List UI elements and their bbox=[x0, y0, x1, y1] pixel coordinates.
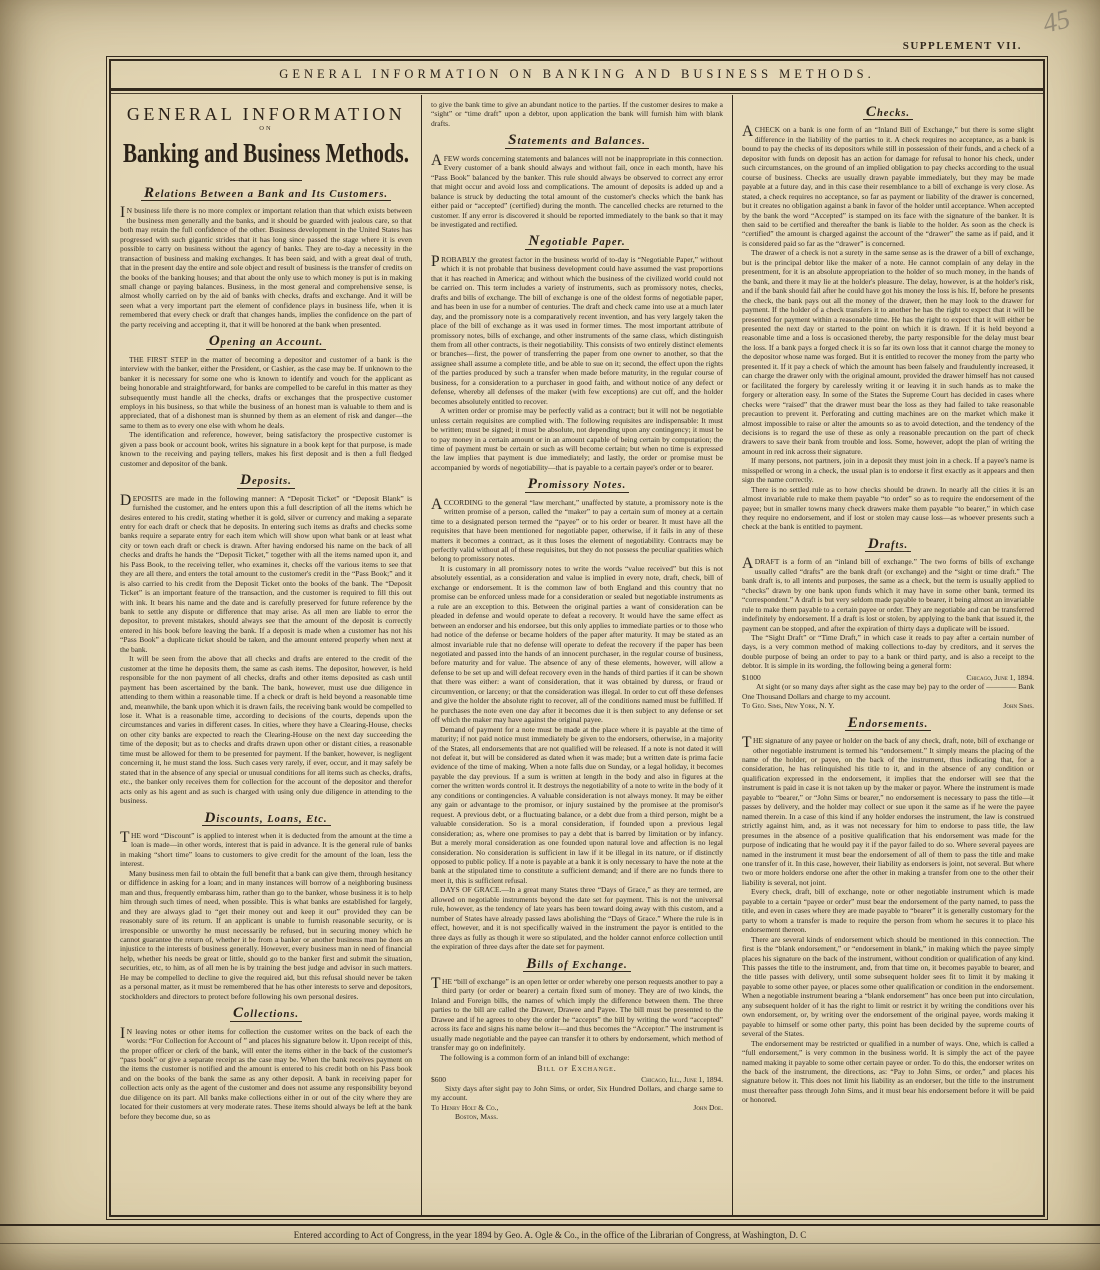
form-addressee: To Henry Holt & Co., Boston, Mass. bbox=[431, 1102, 499, 1122]
dropcap: I bbox=[120, 204, 126, 222]
dropcap: A bbox=[431, 151, 443, 169]
section-heading: Bills of Exchange. bbox=[523, 960, 630, 972]
section-heading: Endorsements. bbox=[845, 719, 931, 731]
form-signature: John Doe. bbox=[693, 1102, 723, 1112]
paragraph: THE signature of any payee or holder on the back of any check, draft, note, bill of exchange or other negotiable instrument is termed his “endorsement.” It simply means the placing of the name of the holder, or payee, on the back of the instrument, thus indicating that, for a consideration, he has relinquished his title to it, and in the absence of any condition or qualification expressed in the endorsement, it implies that the endorser will see that the instrument is paid in case it is not taken up by the maker or payor. Where the instrument is made payable to “bearer,” or “John Sims or bearer,” no endorsement is necessary to pass the title—it passes by delivery, and the holder may collect or sue upon it the same as if he were the payee named therein. In a case of this kind if any holder endorses the instrument, the law is construed strictly against him, and, as it was not necessary for him to endorse to pass title, the law presumes in the absence of a positive qualification that his endorsement was made for the purpose of indicating that he would pay it if the payor failed to do so. Where several payees are named in the instrument it must bear the endorsement of all of them to pass the title and make one transfer of it. In this case, however, their liability as endorsers is joint, not several. But where two or more holders endorse one after the other in making a transfer from one to the other their liability is several, not joint. bbox=[742, 734, 1034, 887]
column-2 bbox=[422, 95, 733, 1215]
paragraph: Many business men fail to obtain the full benefit that a bank can give them, through hesitancy or diffidence in asking for a loan; and in many instances will borrow of a neighboring business man and thus, frequently embarass him, rather than go to the banker, whose business it is to help him through such times of need, when possible. This is what banks are established for largely, and they are always glad to “get their money out and keep it out” provided they can be reasonably sure of its return. If an applicant is unable to furnish reasonable security, or is irresponsible or unworthy he must necessarily be refused, but in securing money which he cannot guarantee the return of, whether it be from a banker or another business man he does an injustice to the interests of business generally. However, every business man in need of financial help, whether his needs be great or little, should go to the banker first and submit the situation, securities, etc, to him, as of all men he is by training the best judge and advisor in such matters. He may be compelled to decline to give the required aid, but this refusal should never be taken as a personal matter, as it must be remembered that he has other interests to serve and depositors, stockholders and directors to protect before following his own personal desires. bbox=[120, 868, 412, 1001]
page-header-title: GENERAL INFORMATION ON BANKING AND BUSINESS METHODS. bbox=[111, 61, 1043, 89]
section-heading: Checks. bbox=[863, 108, 913, 120]
paragraph: I N leaving notes or other items for collection the customer writes on the back of each the words: “For Collection for Account of ” and places his signature below it. Upon receipt of this, the proper officer or clerk of the bank, will enter the items either in the back of the customer's “pass book” or give a separate receipt as the case may be. When the bank receives payment on the items the customer is notified and the amount is entered to his credit both on his Pass book and on the books of the bank the same as any other deposit. A bank in receiving paper for collection acts only as the agent of the customer and does not assume any responsibility beyond due diligence on its part. All banks make collections either in or out of the city where they are located for their customers at very moderate rates. These items should always be left at the bank before they become due, so as bbox=[120, 1024, 412, 1121]
paragraph: The drawer of a check is not a surety in the same sense as is the drawer of a bill of exchange, but is the principal debtor like the maker of a note. He cannot complain of any delay in the presentment, for it is an absolute appropriation to the holder of so much money, in the hands of the bank, and there it may lie at the holder's pleasure. The delay, however, is at the holder's risk, and if the bank should fail after he could have got his money the loss is his. If, before he presents the check, the bank pays out all the money of the drawer, then he may look to the drawer for payment. If the holder of a check transfers it to another he has the right to expect that it will be presented for payment within a reasonable time. He has the right to expect that it will either be presented the next day or started to the point on which it is drawn. If it is held beyond a reasonable time and a loss is occasioned thereby, the party responsible for the delay must bear the loss. If a bank pays a forged check it is so far its own loss that it cannot charge the money to the depositor whose name was forged. But it is entitled to recover the money from the party who presented it. If it pay a check of which the amount has been falsely and fraudulently increased, it can charge the drawer only with the original amount, provided the drawer himself has not caused or facilitated the forgery by carelessly writing it or leaving it in such hands as to make the forgery or alteration easy. In some of the States the Supreme Court has decided in cases where checks were “raised” that the drawer must bear the loss as they had failed to take reasonable precaution to prevent it. Perforating and cutting machines are on the market which make it almost impossible to raise or alter the amounts so as to avoid detection, and the tendency of the decisions is to regard the use of these as only a reasonable precaution on the part of check drawers to save their bank from trouble and loss. Some, however, adopt the plan of writing the amount in red ink across their signature. bbox=[742, 248, 1034, 456]
masthead bbox=[120, 104, 412, 181]
bill-of-exchange-specimen bbox=[431, 1064, 723, 1122]
paragraph: to give the bank time to give an abundant notice to the parties. If the customer desires to make a “sight” or “time draft” upon a debtor, upon application the bank will furnish him with blank drafts. bbox=[431, 100, 723, 128]
masthead-line-1: GENERAL INFORMATION bbox=[126, 104, 406, 124]
form-footer-row bbox=[742, 701, 1034, 710]
masthead-rule bbox=[230, 180, 302, 181]
paragraph: A FEW words concerning statements and balances will not be inappropriate in this connection. Every customer of a bank should always and without fail, once in each month, have his “Pass Book” balanced by the banker. This rule should always be observed to correct any error that might occur and avoid loss and complications. The amount of deposits is added up and a balance is struck by deducting the total amount of the customer's checks which the bank has either paid or “accepted” (certified) during the month. The cancelled checks are returned to the customer. If any error is discovered it should be reported immediately to the bank so that it may be investigated and rectified. bbox=[431, 151, 723, 229]
section-heading: Promissory Notes. bbox=[525, 480, 630, 492]
form-amount: $600 bbox=[431, 1074, 446, 1084]
form-signature: John Sims. bbox=[1003, 701, 1034, 711]
form-place-date: Chicago, Ill., June 1, 1894. bbox=[641, 1074, 723, 1084]
page-frame bbox=[106, 56, 1048, 1220]
paragraph: DEPOSITS are made in the following manner: A “Deposit Ticket” or “Deposit Blank” is furnished the customer, and he enters upon this a full description of all the items which he desires entered to his credit, stating whether it is gold, silver or currency and making a separate entry for each draft or check that he deposits. In entering such items as drafts and checks some banks require a separate entry for each item which will show upon what bank or at least what city or town each draft or check is drawn. After having endorsed his name on the back of all checks and drafts he hands the “Deposit Ticket,” together with all the items named upon it, and his Pass Book, to the receiving teller, who examines it, checks off the various items to see that they are all there, and enters the total amount to the customer's credit in the “Pass Book;” and it is also carried to his credit from the Deposit Ticket onto the books of the bank. The “Deposit Ticket” is an important feature of the transaction, and the customer is required to fill this out with ink. It bears his name and the date and is carefully preserved for future reference by the bank to settle any dispute or difference that may arise. As all men are liable to error the depositor, to prevent mistakes, should always see that the amount of the deposit is correctly entered in his book before leaving the bank. If a deposit is made when a customer has not his “Pass Book” a duplicate ticket should be taken, and the amount entered properly when next at the bank. bbox=[120, 491, 412, 654]
paragraph: DAYS OF GRACE.—In a great many States three “Days of Grace,” as they are termed, are allowed on negotiable instruments beyond the date set for payment. This is not the universal rule, however, as the tendency of late years has been toward doing away with this custom, and a number of States have already passed laws abolishing the “Days of Grace.” Where the rule is in effect, however, and it is not specifically waived in the instrument the payor is entitled to the three days as fully as though it were so stipulated, and the holder cannot enforce collection until the expiration of three days after the date set for payment. bbox=[431, 885, 723, 952]
paragraph: If many persons, not partners, join in a deposit they must join in a check. If a payee's name is misspelled or wrong in a check, the usual plan is to endorse it first exactly as it appears and then sign the name correctly. bbox=[742, 456, 1034, 485]
column-1 bbox=[111, 95, 422, 1215]
form-header-row bbox=[431, 1075, 723, 1084]
form-place-date: Chicago, June 1, 1894. bbox=[966, 672, 1034, 682]
dropcap: D bbox=[120, 491, 132, 509]
paragraph: The following is a common form of an inland bill of exchange: bbox=[440, 1052, 630, 1062]
paragraph: A DRAFT is a form of an “inland bill of exchange.” The two forms of bills of exchange usually called “drafts” are the bank draft (or exchange) and the “sight or time draft.” The bank draft is, to all intents and purposes, the same as a check, but the term is usually applied to “checks” drawn by one bank upon funds which it may have in some other bank, termed its “correspondent.” A draft is but very seldom made payable to bearer, it being almost an invariable rule to make them payable to a certain payee or order. They are negotiable and can be transferred indefinitely by endorsement. If a draft is lost or stolen, by applying to the bank that issued it, the payment can be stopped, and after the expiration of thirty days a duplicate will be issued. bbox=[742, 555, 1034, 633]
paragraph: ACCORDING to the general “law merchant,” unaffected by statute, a promissory note is the written promise of a person, called the “maker” to pay a certain sum of money at a certain time to a designated person termed the “payee” or to his order or bearer. It must have all the requisites that have been mentioned for negotiable paper, otherwise, if it fails in any of these matters it becomes a contract, as it thus loses the element of negotiability. Contracts may be perfectly valid without all of these requisites, but they do not possess the peculiar qualities which belong to promissory notes. bbox=[431, 495, 723, 564]
form-addressee: To Geo. Sims, New York, N. Y. bbox=[742, 701, 835, 711]
paragraph: THE FIRST STEP in the matter of becoming a depositor and customer of a bank is the interview with the banker, either the President, or Cashier, as the case may be. If unknown to the banker it is necessary for some one who is known to identify and vouch for the applicant as being honorable and straightforward, for banks are compelled to be careful in this matter as they subsequently must handle all the checks, drafts or exchanges that the prospective customer employs in his business, so that while the business of an honest man is valuable to them and is appreciated, that of a dishonest man is shunned by them as an element of risk and danger—the same to them as to every one else with whom he deals. bbox=[120, 354, 412, 430]
paragraph: PROBABLY the greatest factor in the business world of to-day is “Negotiable Paper,” without which it is not probable that business development could have assumed the vast proportions that it has reached in America; and without which the business of the civilized world could not be carried on. This term includes a variety of instruments, such as promissory notes, checks, drafts and bills of exchange. The bill of exchange is one of the oldest forms of negotiable paper, and has been in use for a number of centuries. The draft and check came into use at a much later day, and the promissory note is a comparatively recent invention, and has very largely taken the place of the bill of exchange as it was used in former times. The most important attribute of promissory notes, bills of exchange, and other instruments of the same class, which distinguish them from all other contracts, is their negotiability. This consists of two entirely distinct elements or branches—first, the power of transferring the paper from one owner to another, so that the assignee shall assume a complete title, and be able to sue on it; second, the effect upon the rights of the parties produced by such a transfer when made before maturity, in the regular course of business, for a consideration to a purchaser in good faith, and without notice of any defect or defense, whereby all defenses of the maker (with few exceptions) are cut off, and the holder becomes absolutely entitled to recover. bbox=[431, 252, 723, 406]
section-heading: Statements and Balances. bbox=[505, 136, 649, 148]
section-heading: Collections. bbox=[230, 1009, 302, 1021]
form-footer-row bbox=[431, 1103, 723, 1122]
paragraph: The endorsement may be restricted or qualified in a number of ways. One, which is called a “full endorsement,” is very common in the business world. It is simply the act of the payee named making it payable to some other certain payee or order. To do this, the endorser writes on the back of the instrument, the directions, as: “Pay to John Sims, or order,” and places his signature below it. This does not limit his liability as an endorser, but the title to the instrument must thereafter pass through John Sims, and it must bear his endorsement before it will be paid or honored. bbox=[742, 1038, 1034, 1105]
paragraph: A CHECK on a bank is one form of an “Inland Bill of Exchange,” but there is some slight difference in the liability of the parties to it. A check requires no acceptance, as a bank is bound to pay the checks of its depositors while still in possession of their funds, and a check of a depositor with funds on deposit has an action for damage for refusal to honor his check, under such circumstances, on the ground of an implied obligation to pay checks according to the usual course of business. Checks are usually drawn payable immediately, but they may be made payable at a future day, and in this case their resemblance to a bill of exchange is very close. As stated, a check requires no acceptance, so far as payment or liability of the drawer is concerned, but it creates no obligation against a bank in favor of the holder until acceptance. When accepted by the bank the word “Accepted” is stamped on its face with the signature of the banker. It is then said to be certified and thereafter the bank is liable to the holder. As soon as the check is “certified” the amount is charged against the account of the “drawer” the same as if paid, and it is considered paid so far as the “drawer” is concerned. bbox=[742, 123, 1034, 248]
section-heading: Relations Between a Bank and Its Customers. bbox=[141, 189, 391, 201]
dropcap: T bbox=[120, 829, 130, 846]
form-title: Bill of Exchange. bbox=[537, 1064, 617, 1074]
dropcap: A bbox=[742, 123, 754, 141]
paragraph: A written order or promise may be perfectly valid as a contract; but it will not be negotiable unless certain requisites are complied with. The following requisites are indispensable: It must be written; must be signed; it must be absolute, not depending upon any contingency; it must be to pay money in a certain amount or in an amount capable of being certain by computation; the time of payment must be certain or such as will become certain; but when no time is expressed the law implies that payment is due immediately; and lastly, the order or promise must be accompanied by words of negotiability—that is payable to a certain payee's order or to bearer. bbox=[431, 406, 723, 472]
paragraph: There are several kinds of endorsement which should be mentioned in this connection. The first is the “blank endorsement,” or “endorsement in blank,” in making which the payee simply places his signature on the back of the instrument, without condition or qualification of any kind. This passes the title to the instrument, and, from that time on, it becomes payable to bearer, and the title passes with delivery, until some subsequent holder sees fit to limit it by making it payable to some other payee, or places some other qualification or condition in the endorsement. When a negotiable instrument bearing a “blank endorsement” has once been put into circulation, any subsequent holder of it has the right to limit or restrict it by writing the conditions over his own endorsement, or, by writing over the endorsement of the original payee, words making it payable to himself or some other party, this point has been decided by the supreme courts of several of the States. bbox=[742, 934, 1034, 1039]
paragraph: It will be seen from the above that all checks and drafts are entered to the credit of the customer at the time he deposits them, the same as cash items. The depositor, however, is held responsible for the non payment of all checks, drafts and other items deposited as cash until payment has been ascertained by the bank. The bank, however, must use due diligence in attending to them within a reasonable time. If a check or draft is held beyond a reasonable time and, meanwhile, the bank upon which it is drawn fails, the receiving bank would be compelled to lose it. What is a reasonable time, according to decisions of the courts, depends upon the circumstances and varies in different cases. In cities, where they have a Clearing-House, checks on other city banks are expected to reach the Clearing-House on the next day succeeding the time of the deposit; but as to checks and drafts drawn upon other or distant cities, a reasonable time must be allowed for them to be presented for payment. If the banker, however, is negligent concerning it, he must stand the loss. Such cases very rarely, if ever, occur, and it may safely be stated that in the absence of any special or unusual conditions for all items such as checks, drafts, etc., the banker only receives them for collection for the account of the depositor and therefor acts only as his agent and as such is charged with using only due diligence in attending to the business. bbox=[120, 654, 412, 806]
header-rule bbox=[111, 89, 1043, 94]
paragraph: THE “bill of exchange” is an open letter or order whereby one person requests another to pay a third party (or order or bearer) a certain fixed sum of money. They are of two kinds, the Inland and Foreign bills, the names of which imply the difference between them. The three parties to the bill are called the Drawer, Drawee and Payee. The bill must be presented to the Drawee and if he agrees to obey the order he “accepts” the bill by writing the word “accepted” across its face and signs his name below it—and thus becomes the “Acceptor.” The instrument is usually made negotiable and the payee can transfer it to others by endorsement, which method of transfer may go on indefinitely. bbox=[431, 974, 723, 1053]
masthead-line-3: Banking and Business Methods. bbox=[123, 137, 409, 169]
form-body: At sight (or so many days after sight as the case may be) pay to the order of ———— Bank One Thousand Dollars and charge to my account. bbox=[742, 682, 1034, 701]
paragraph: I N business life there is no more complex or important relation than that which exists between the business men generally and the banks, and it should be guarded with jealous care, so that both may retain the full confidence of the other. Business development in the United States has progressed with such gigantic strides that it has long since passed the stage where it is even possible to carry on business without the agency of banks. They are to-day a necessity in the transaction of business and making exchanges. It has been said, and with a great deal of truth, that in the present day the entire and sole object and result of business is the transfer of credits on the books of the banking houses; and that about the only use to which money is put is in making small change or paying balances. Business, in the most general and comprehensive sense, is almost wholly carried on by the aid of banks with checks, drafts and exchange. And it will be seen what a very important part the element of confidence plays in business life, when it is remembered that every check or draft that changes hands, implies the confidence on the part of the party receiving and accepting it, that it will be honored at the bank when presented. bbox=[120, 204, 412, 329]
section-heading: Discounts, Loans, Etc. bbox=[202, 814, 331, 826]
dropcap: A bbox=[431, 495, 443, 513]
handwritten-page-number: 45 bbox=[1039, 3, 1074, 39]
form-amount: $1000 bbox=[742, 672, 761, 682]
page-frame-inner bbox=[109, 59, 1045, 1217]
paragraph: It is customary in all promissory notes to write the words “value received” but this is not absolutely essential, as a consideration and value is implied in every note, draft, check, bill of exchange or endorsement. It is the common law of both England and this country that no promise can be enforced unless made for a consideration or sealed but negotiable instruments as a rule are an exception to this. Between the original parties a want of consideration can be pleaded in defense and would operate to defeat a recovery. It would have the same effect as between an endorser and his endorsee, but this only applies to immediate parties or to those who had notice of the defense or became holders of the paper after maturity. It may be stated as an almost invariable rule that no defense will operate to defeat the recovery if the paper has been negotiated and passed into the hands of an innocent purchaser, in the regular course of business, before maturity and for value. The absence of any of these elements, however, will allow a defense to be set up and will defeat recovery even in the hands of third parties if it can be shown that there was either: a want of consideration, that it was obtained by duress, or fraud or circumvention, or larceny; or that the consideration was illegal. In order to cut off these defenses and give the holder the absolute right to recover, all of the conditions named must be fulfilled. If he purchases the note even one day after it becomes due it is then subject to any defense or set off which the maker may have against the original payee. bbox=[431, 563, 723, 725]
paragraph: Demand of payment for a note must be made at the place where it is payable at the time of maturity; if not paid notice must immediately be given to the endorsers, otherwise, in a majority of the States, all endorsements that are not qualified will be released. If a note is not dated it will not defeat it, but will be considered as dated when it was made; but a written date is prima facie evidence of the time of making. When a note falls due on Sunday, or a legal holiday, it becomes payable the day previous. If a sum is written at length in the body and also in figures at the corner the written words control it. It destroys the negotiability of a note to write in the body of it any conditions or contingencies. A valuable consideration is not always money. It may be either any gain or advantage to the promisor, or injury sustained by the promisee at the promisor's request. A previous debt, or a fluctuating balance, or a debt due from a third person, might be a valuable consideration. So is a moral consideration, if founded upon a previous legal consideration; as, where one promises to pay a debt that is barred by limitation or by infancy. But a merely moral consideration as one founded upon natural love and affection is no legal consideration. No consideration is sufficient in law if it be illegal in its nature, or if distinctly opposed to public policy. If a note is payable at a bank it is only necessary to have the note at the bank at the stipulated time to constitute a sufficient demand; and if there are no funds there to meet it, this is sufficient refusal. bbox=[431, 724, 723, 885]
dropcap: I bbox=[120, 1024, 126, 1042]
section-heading: Negotiable Paper. bbox=[525, 237, 628, 249]
paragraph: The “Sight Draft” or “Time Draft,” in which case it reads to pay after a certain number of days, is a very common method of making collections to-day by creditors, and it serves the double purpose of being an order to pay to a bank or third party, and is also a receipt to the debtor. It is simple in its wording, the following being a general form: bbox=[742, 633, 1034, 671]
form-header-row bbox=[742, 673, 1034, 682]
form-body: Sixty days after sight pay to John Sims, or order, Six Hundred Dollars, and charge same to my account. bbox=[431, 1083, 723, 1103]
copyright-line: Entered according to Act of Congress, in the year 1894 by Geo. A. Ogle & Co., in the office of the Librarian of Congress, at Washington, D. C bbox=[0, 1224, 1100, 1244]
dropcap: P bbox=[431, 252, 440, 270]
paragraph: Every check, draft, bill of exchange, note or other negotiable instrument which is made payable to a certain “payee or order” must bear the endorsement of the party named, to pass the title, and even in cases where they are made payable to “bearer” it is generally customary for the party to whom a transfer is made to require the person from whom he secures it to place his endorsement thereon. bbox=[742, 887, 1034, 935]
paragraph: The identification and reference, however, being satisfactory the prospective customer is given a pass book or account book, writes his signature in a book kept for that purpose, is made known to the receiving and paying tellers, makes his first deposit and is then a full fledged customer and depositor of the bank. bbox=[120, 430, 412, 468]
column-3 bbox=[733, 95, 1043, 1215]
section-heading: Deposits. bbox=[237, 476, 295, 488]
masthead-line-2: ON bbox=[259, 125, 273, 133]
dropcap: T bbox=[742, 734, 752, 752]
supplement-label: SUPPLEMENT VII. bbox=[902, 40, 1022, 52]
dropcap: A bbox=[742, 555, 754, 573]
sight-draft-specimen bbox=[742, 673, 1034, 711]
section-heading: Opening an Account. bbox=[206, 337, 326, 349]
section-heading: Drafts. bbox=[865, 540, 911, 552]
paragraph: There is no settled rule as to how checks should be drawn. In nearly all the cities it is an almost invariable rule to make them payable “to order” so as to require the endorsement of the payee; but in smaller towns many check drawers make them payable “to bearer,” in which case they require no endorsement, and if lost or stolen may cause loss—as whoever presents such a check at the bank is entitled to payment. bbox=[742, 484, 1034, 532]
paragraph: THE word “Discount” is applied to interest when it is deducted from the amount at the time a loan is made—in other words, interest that is paid in advance. It is the general rule of banks in making “short time” loans to customers to give credit for the amount of the loan, less the interest. bbox=[120, 829, 412, 869]
columns-container bbox=[111, 95, 1043, 1215]
dropcap: T bbox=[431, 974, 441, 992]
